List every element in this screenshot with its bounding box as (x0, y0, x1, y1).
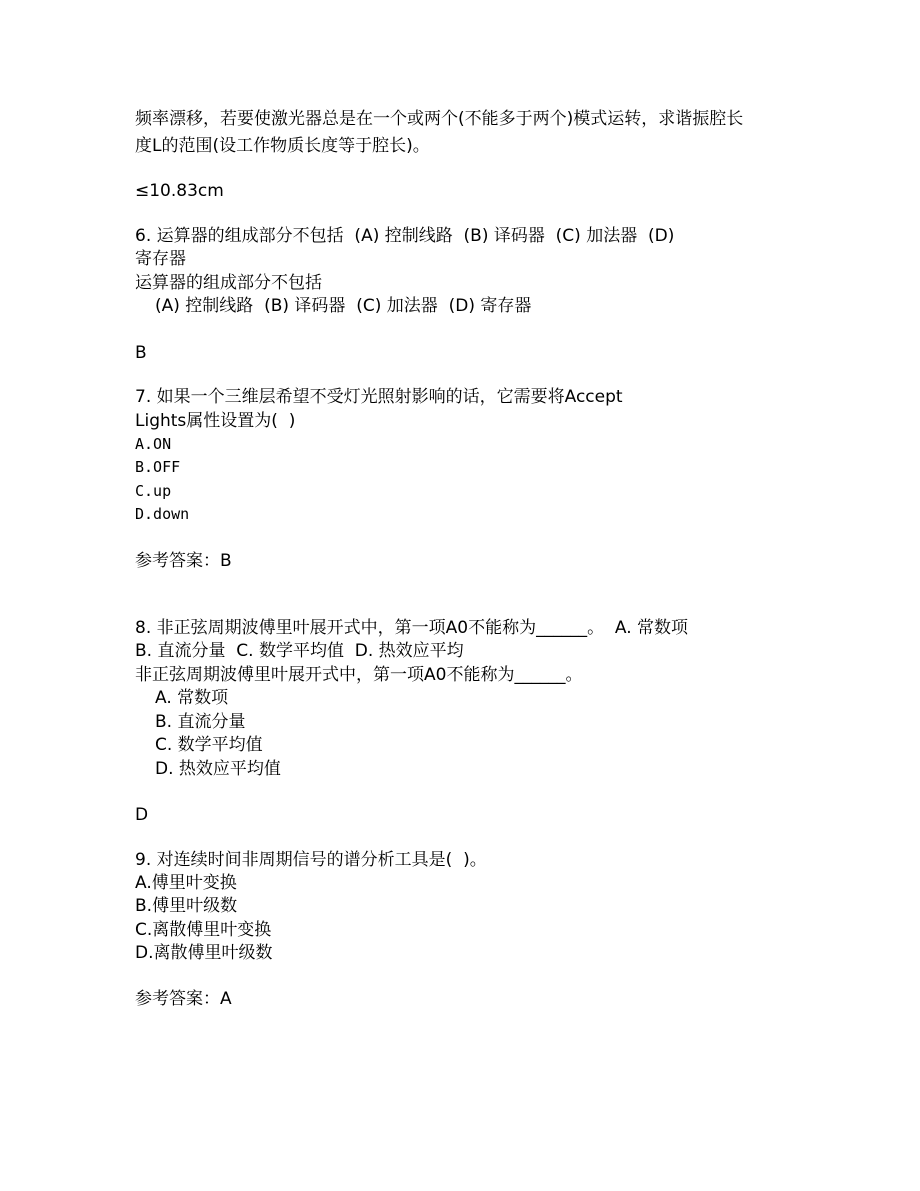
q6-answer: B (135, 343, 147, 363)
q9-option-a: A.傅里叶变换 (135, 873, 237, 893)
q6-stem-line1: 6. 运算器的组成部分不包括 (A) 控制线路 (B) 译码器 (C) 加法器 (D) (135, 226, 675, 246)
q8-repeat-option-c: C. 数学平均值 (155, 735, 263, 755)
q8-stem-line1: 8. 非正弦周期波傅里叶展开式中，第一项A0不能称为______。 A. 常数项 (135, 618, 689, 638)
q9-answer: 参考答案：A (135, 989, 232, 1009)
q7-option-a: A.ON (135, 435, 172, 453)
q9-stem: 9. 对连续时间非周期信号的谱分析工具是( )。 (135, 850, 487, 870)
q5-answer: ≤10.83cm (135, 181, 224, 201)
q7-option-b: B.OFF (135, 458, 181, 476)
q7-option-d: D.down (135, 505, 190, 523)
q8-repeat-option-a: A. 常数项 (155, 688, 229, 708)
q8-repeat-stem: 非正弦周期波傅里叶展开式中，第一项A0不能称为______。 (135, 665, 583, 685)
q7-answer: 参考答案：B (135, 551, 232, 571)
q6-repeat-stem: 运算器的组成部分不包括 (135, 273, 322, 293)
q5-text-line2: 度L的范围(设工作物质长度等于腔长)。 (135, 136, 430, 156)
q7-stem-line2: Lights属性设置为( ) (135, 411, 296, 431)
q7-stem-line1: 7. 如果一个三维层希望不受灯光照射影响的话，它需要将Accept (135, 387, 623, 407)
q8-repeat-option-d: D. 热效应平均值 (155, 759, 281, 779)
q9-option-d: D.离散傅里叶级数 (135, 943, 273, 963)
q5-text-line1: 频率漂移，若要使激光器总是在一个或两个(不能多于两个)模式运转，求谐振腔长 (135, 109, 744, 129)
q6-repeat-options: (A) 控制线路 (B) 译码器 (C) 加法器 (D) 寄存器 (155, 296, 532, 316)
q7-option-c: C.up (135, 482, 172, 500)
q8-answer: D (135, 805, 149, 825)
q6-stem-line2: 寄存器 (135, 249, 186, 269)
q9-option-b: B.傅里叶级数 (135, 896, 238, 916)
q8-repeat-option-b: B. 直流分量 (155, 712, 246, 732)
q9-option-c: C.离散傅里叶变换 (135, 920, 272, 940)
q8-stem-line2: B. 直流分量 C. 数学平均值 D. 热效应平均 (135, 641, 464, 661)
